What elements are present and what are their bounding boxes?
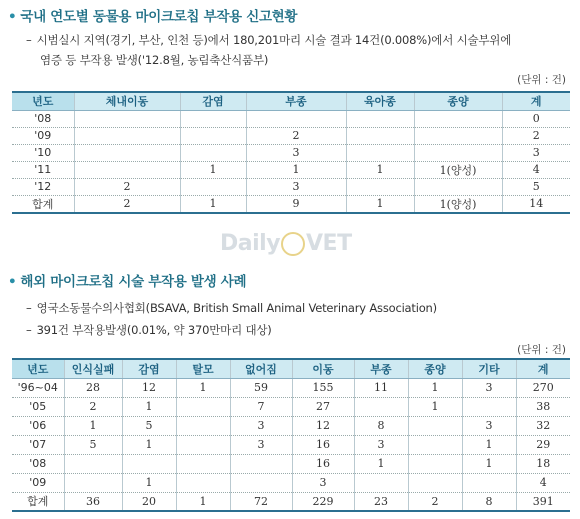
table-cell <box>408 454 462 473</box>
table-cell <box>414 144 502 161</box>
table-cell: 72 <box>230 492 292 511</box>
bullet-dot-icon: • <box>8 9 17 25</box>
table-cell <box>64 473 122 492</box>
table-cell: 28 <box>64 378 122 397</box>
table-cell: 2 <box>74 178 180 195</box>
table-cell: 1 <box>246 161 346 178</box>
table-cell: 5 <box>64 435 122 454</box>
table-cell: 270 <box>516 378 570 397</box>
table-cell <box>414 178 502 195</box>
column-header: 체내이동 <box>74 92 180 110</box>
table-cell: 1 <box>122 397 176 416</box>
table-row <box>12 454 570 473</box>
table-cell: 3 <box>462 416 516 435</box>
table-cell <box>122 454 176 473</box>
table-cell: 5 <box>122 416 176 435</box>
table-row <box>12 127 570 144</box>
column-header: 년도 <box>12 92 74 110</box>
table-cell <box>354 397 408 416</box>
table-row <box>12 161 570 178</box>
table-cell: 2 <box>74 195 180 213</box>
table-cell <box>180 127 246 144</box>
table-cell <box>462 397 516 416</box>
column-header: 계 <box>516 359 570 378</box>
column-header: 종양 <box>408 359 462 378</box>
table-cell: 1 <box>122 435 176 454</box>
section2-bullet2: – 391건 부작용발생(0.01%, 약 370만마리 대상) <box>26 323 272 337</box>
table-cell: 9 <box>246 195 346 213</box>
table-cell: 38 <box>516 397 570 416</box>
table-cell: 16 <box>292 435 354 454</box>
table-cell: 1 <box>180 195 246 213</box>
table-cell <box>462 473 516 492</box>
table-cell <box>74 110 180 127</box>
table-cell: 3 <box>462 378 516 397</box>
table-cell: 5 <box>502 178 570 195</box>
table-cell: 3 <box>502 144 570 161</box>
table-cell: 1 <box>462 454 516 473</box>
section1-unit: (단위 : 건) <box>517 74 566 86</box>
table-cell: 3 <box>292 473 354 492</box>
row-label: '07 <box>12 435 64 454</box>
table-row <box>12 178 570 195</box>
table-cell: 3 <box>246 144 346 161</box>
column-header: 부종 <box>354 359 408 378</box>
column-header: 육아종 <box>346 92 414 110</box>
table-cell: 4 <box>516 473 570 492</box>
section2-unit: (단위 : 건) <box>517 344 566 356</box>
table-cell <box>408 435 462 454</box>
column-header: 계 <box>502 92 570 110</box>
domestic-side-effect-table <box>12 91 570 214</box>
watermark-logo: Daily VET <box>220 231 352 256</box>
table-cell: 1 <box>408 397 462 416</box>
table-cell <box>246 110 346 127</box>
table-cell: 3 <box>230 416 292 435</box>
table-cell <box>414 110 502 127</box>
table-cell: 1 <box>346 195 414 213</box>
table-cell: 1 <box>354 454 408 473</box>
table-cell <box>74 127 180 144</box>
row-label: '06 <box>12 416 64 435</box>
row-label: '05 <box>12 397 64 416</box>
table-cell: 3 <box>230 435 292 454</box>
section1-title: • 국내 연도별 동물용 마이크로칩 부작용 신고현황 <box>8 9 298 25</box>
watermark-circle-icon <box>281 232 305 256</box>
table-row <box>12 473 570 492</box>
table-cell: 36 <box>64 492 122 511</box>
table-cell: 1 <box>408 378 462 397</box>
row-label: '08 <box>12 454 64 473</box>
table-cell: 32 <box>516 416 570 435</box>
table-cell: 59 <box>230 378 292 397</box>
total-row <box>12 492 570 511</box>
row-label: '11 <box>12 161 74 178</box>
table-cell <box>64 454 122 473</box>
table-cell <box>346 110 414 127</box>
table-cell: 1 <box>64 416 122 435</box>
table-cell: 1(양성) <box>414 161 502 178</box>
table-cell: 1(양성) <box>414 195 502 213</box>
table-cell <box>230 473 292 492</box>
row-label: '12 <box>12 178 74 195</box>
table-cell <box>180 110 246 127</box>
table-cell <box>346 178 414 195</box>
section1-bullet-line2: 염증 등 부작용 발생('12.8월, 농림축산식품부) <box>40 53 269 67</box>
row-label: '09 <box>12 473 64 492</box>
column-header: 감염 <box>180 92 246 110</box>
dash-icon: – <box>26 301 32 315</box>
table-row <box>12 397 570 416</box>
table-cell <box>176 416 230 435</box>
column-header: 부종 <box>246 92 346 110</box>
total-row <box>12 195 570 213</box>
table-cell: 1 <box>346 161 414 178</box>
table-cell <box>408 416 462 435</box>
table-row <box>12 416 570 435</box>
table-cell: 3 <box>246 178 346 195</box>
row-label: 합계 <box>12 492 64 511</box>
table-cell: 27 <box>292 397 354 416</box>
dash-icon: – <box>26 33 32 47</box>
table-cell: 1 <box>180 161 246 178</box>
dash-icon: – <box>26 323 32 337</box>
table-cell: 2 <box>246 127 346 144</box>
table-cell <box>346 127 414 144</box>
table-row <box>12 110 570 127</box>
column-header: 없어짐 <box>230 359 292 378</box>
table-cell: 391 <box>516 492 570 511</box>
section1-bullet-line1: – 시범실시 지역(경기, 부산, 인천 등)에서 180,201마리 시술 결과 14건(0.008%)에서 시술부위에 <box>26 33 512 47</box>
table-cell <box>176 435 230 454</box>
table-cell: 8 <box>354 416 408 435</box>
table-cell: 12 <box>292 416 354 435</box>
column-header: 감염 <box>122 359 176 378</box>
column-header: 탈모 <box>176 359 230 378</box>
table-cell <box>354 473 408 492</box>
table-row <box>12 435 570 454</box>
table-cell: 8 <box>462 492 516 511</box>
table-cell: 7 <box>230 397 292 416</box>
row-label: '08 <box>12 110 74 127</box>
table-cell: 11 <box>354 378 408 397</box>
row-label: '96~04 <box>12 378 64 397</box>
table-cell: 1 <box>462 435 516 454</box>
row-label: 합계 <box>12 195 74 213</box>
table-cell: 18 <box>516 454 570 473</box>
section2-title: • 해외 마이크로칩 시술 부작용 발생 사례 <box>8 274 247 290</box>
table-cell: 23 <box>354 492 408 511</box>
column-header: 기타 <box>462 359 516 378</box>
table-row <box>12 378 570 397</box>
table-cell: 0 <box>502 110 570 127</box>
table-cell: 1 <box>122 473 176 492</box>
table-cell: 4 <box>502 161 570 178</box>
section2-bullet1: – 영국소동물수의사협회(BSAVA, British Small Animal Veterinary Association) <box>26 301 437 315</box>
column-header: 인식실패 <box>64 359 122 378</box>
table-cell <box>408 473 462 492</box>
table-cell <box>176 473 230 492</box>
table-cell: 1 <box>176 378 230 397</box>
column-header: 년도 <box>12 359 64 378</box>
table-cell <box>180 178 246 195</box>
table-cell <box>180 144 246 161</box>
table-cell: 16 <box>292 454 354 473</box>
table-cell: 155 <box>292 378 354 397</box>
row-label: '09 <box>12 127 74 144</box>
table-cell <box>346 144 414 161</box>
row-label: '10 <box>12 144 74 161</box>
table-cell: 3 <box>354 435 408 454</box>
table-cell <box>176 454 230 473</box>
table-cell <box>74 144 180 161</box>
table-cell: 1 <box>176 492 230 511</box>
table-cell <box>414 127 502 144</box>
table-cell: 2 <box>64 397 122 416</box>
table-cell: 20 <box>122 492 176 511</box>
bullet-dot-icon: • <box>8 274 17 290</box>
column-header: 이동 <box>292 359 354 378</box>
table-cell: 29 <box>516 435 570 454</box>
table-cell <box>176 397 230 416</box>
table-cell: 12 <box>122 378 176 397</box>
table-cell: 14 <box>502 195 570 213</box>
table-cell: 229 <box>292 492 354 511</box>
column-header: 종양 <box>414 92 502 110</box>
table-cell <box>230 454 292 473</box>
table-cell: 2 <box>408 492 462 511</box>
table-cell <box>74 161 180 178</box>
overseas-side-effect-table <box>12 358 570 512</box>
table-row <box>12 144 570 161</box>
table-cell: 2 <box>502 127 570 144</box>
